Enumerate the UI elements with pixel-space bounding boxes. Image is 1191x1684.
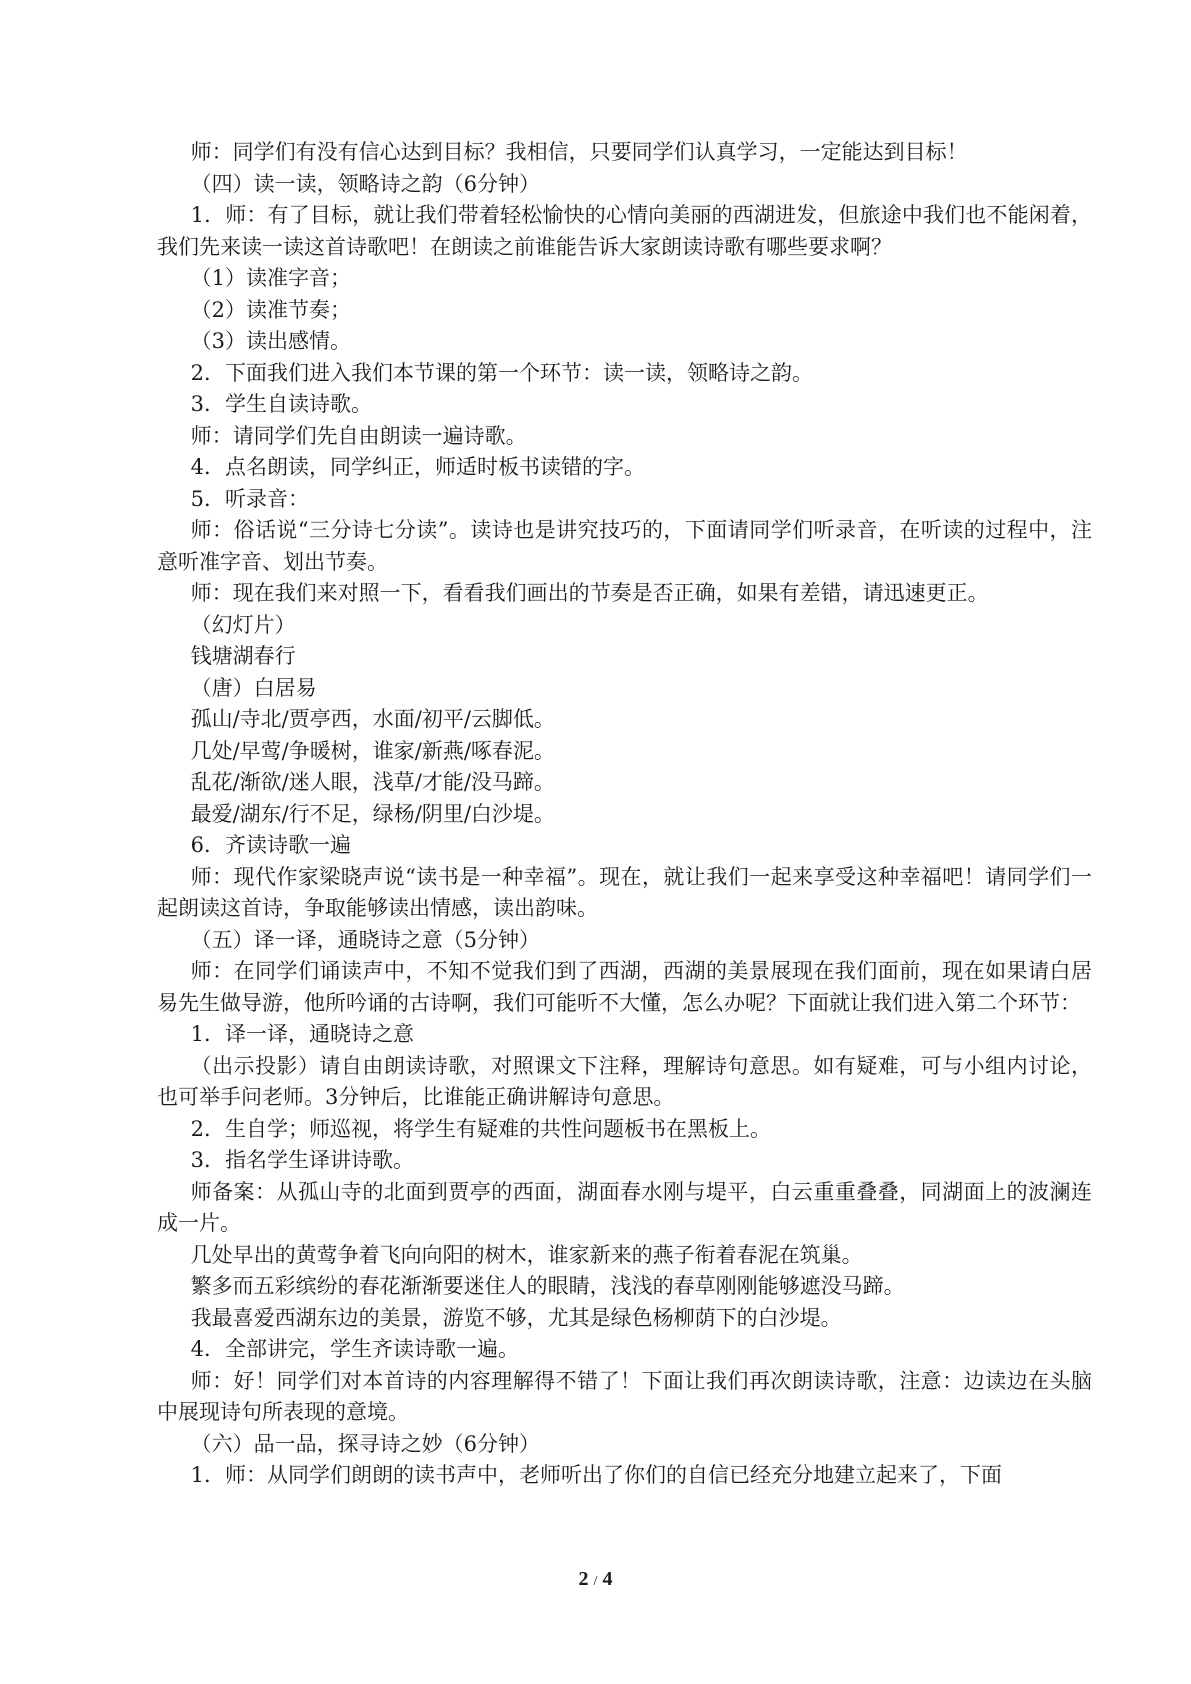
document-body bbox=[157, 137, 1092, 1492]
paragraph: 师：现在我们来对照一下，看看我们画出的节奏是否正确，如果有差错，请迅速更正。 bbox=[190, 581, 989, 605]
paragraph: 1．师：有了目标，就让我们带着轻松愉快的心情向美丽的西湖进发，但旅途中我们也不能闲着，我们先来读一读这首诗歌吧！在朗读之前谁能告诉大家朗读诗歌有哪些要求啊？ bbox=[157, 203, 1092, 259]
paragraph: 1．师：从同学们朗朗的读书声中，老师听出了你们的自信已经充分地建立起来了，下面 bbox=[190, 1463, 1002, 1487]
poem-line: 最爱/湖东/行不足，绿杨/阴里/白沙堤。 bbox=[190, 801, 555, 826]
poem-author: （唐）白居易 bbox=[190, 675, 317, 700]
paragraph: （幻灯片） bbox=[190, 612, 296, 637]
poem-title: 钱塘湖春行 bbox=[190, 644, 296, 668]
paragraph: 4．点名朗读，同学纠正，师适时板书读错的字。 bbox=[190, 455, 645, 479]
paragraph: 师：同学们有没有信心达到目标？我相信，只要同学们认真学习，一定能达到目标！ bbox=[190, 140, 968, 164]
paragraph: （出示投影）请自由朗读诗歌，对照课文下注释，理解诗句意思。如有疑难，可与小组内讨论，也可举手问老师。3分钟后，比谁能正确讲解诗句意思。 bbox=[157, 1053, 1092, 1109]
paragraph: 师备案：从孤山寺的北面到贾亭的西面，湖面春水刚与堤平，白云重重叠叠，同湖面上的波澜连成一片。 bbox=[157, 1179, 1092, 1235]
list-item: （3）读出感情。 bbox=[190, 329, 351, 353]
poem-line: 孤山/寺北/贾亭西，水面/初平/云脚低。 bbox=[190, 707, 555, 731]
paragraph: 师：现代作家梁晓声说“读书是一种幸福”。现在，就让我们一起来享受这种幸福吧！请同学们一起朗读这首诗，争取能够读出情感，读出韵味。 bbox=[157, 864, 1092, 920]
paragraph: 1．译一译，通晓诗之意 bbox=[190, 1022, 414, 1046]
paragraph: 师：好！同学们对本首诗的内容理解得不错了！下面让我们再次朗读诗歌，注意：边读边在头脑中展现诗句所表现的意境。 bbox=[157, 1368, 1092, 1424]
paragraph: 师：请同学们先自由朗读一遍诗歌。 bbox=[190, 423, 527, 448]
paragraph: 4．全部讲完，学生齐读诗歌一遍。 bbox=[190, 1337, 519, 1361]
paragraph: 我最喜爱西湖东边的美景，游览不够，尤其是绿色杨柳荫下的白沙堤。 bbox=[190, 1305, 842, 1330]
section-heading: （四）读一读，领略诗之韵（6分钟） bbox=[190, 171, 540, 196]
paragraph: 繁多而五彩缤纷的春花渐渐要迷住人的眼睛，浅浅的春草刚刚能够遮没马蹄。 bbox=[190, 1274, 905, 1298]
paragraph: 几处早出的黄莺争着飞向向阳的树木，谁家新来的燕子衔着春泥在筑巢。 bbox=[190, 1242, 863, 1267]
paragraph: 5．听录音： bbox=[190, 486, 309, 511]
poem-line: 乱花/渐欲/迷人眼，浅草/才能/没马蹄。 bbox=[190, 770, 555, 794]
section-heading: （五）译一译，通晓诗之意（5分钟） bbox=[190, 927, 540, 952]
paragraph: 3．学生自读诗歌。 bbox=[190, 392, 372, 416]
paragraph: 2．下面我们进入我们本节课的第一个环节：读一读，领略诗之韵。 bbox=[190, 360, 813, 385]
page-current: 2 bbox=[578, 1568, 589, 1590]
page-total: 4 bbox=[602, 1568, 613, 1590]
section-heading: （六）品一品，探寻诗之妙（6分钟） bbox=[190, 1431, 540, 1456]
paragraph: 3．指名学生译讲诗歌。 bbox=[190, 1148, 414, 1172]
poem-line: 几处/早莺/争暖树，谁家/新燕/啄春泥。 bbox=[190, 738, 555, 763]
page-number bbox=[0, 1568, 1191, 1591]
paragraph: 6．齐读诗歌一遍 bbox=[190, 833, 351, 857]
paragraph: 2．生自学；师巡视，将学生有疑难的共性问题板书在黑板上。 bbox=[190, 1116, 771, 1141]
list-item: （2）读准节奏； bbox=[190, 297, 351, 322]
page-separator: / bbox=[593, 1574, 598, 1589]
paragraph: 师：在同学们诵读声中，不知不觉我们到了西湖，西湖的美景展现在我们面前，现在如果请白居易先生做导游，他所吟诵的古诗啊，我们可能听不大懂，怎么办呢？下面就让我们进入第二个环节： bbox=[157, 959, 1092, 1015]
list-item: （1）读准字音； bbox=[190, 266, 351, 290]
paragraph: 师：俗话说“三分诗七分读”。读诗也是讲究技巧的，下面请同学们听录音，在听读的过程中，注意听准字音、划出节奏。 bbox=[157, 518, 1092, 574]
